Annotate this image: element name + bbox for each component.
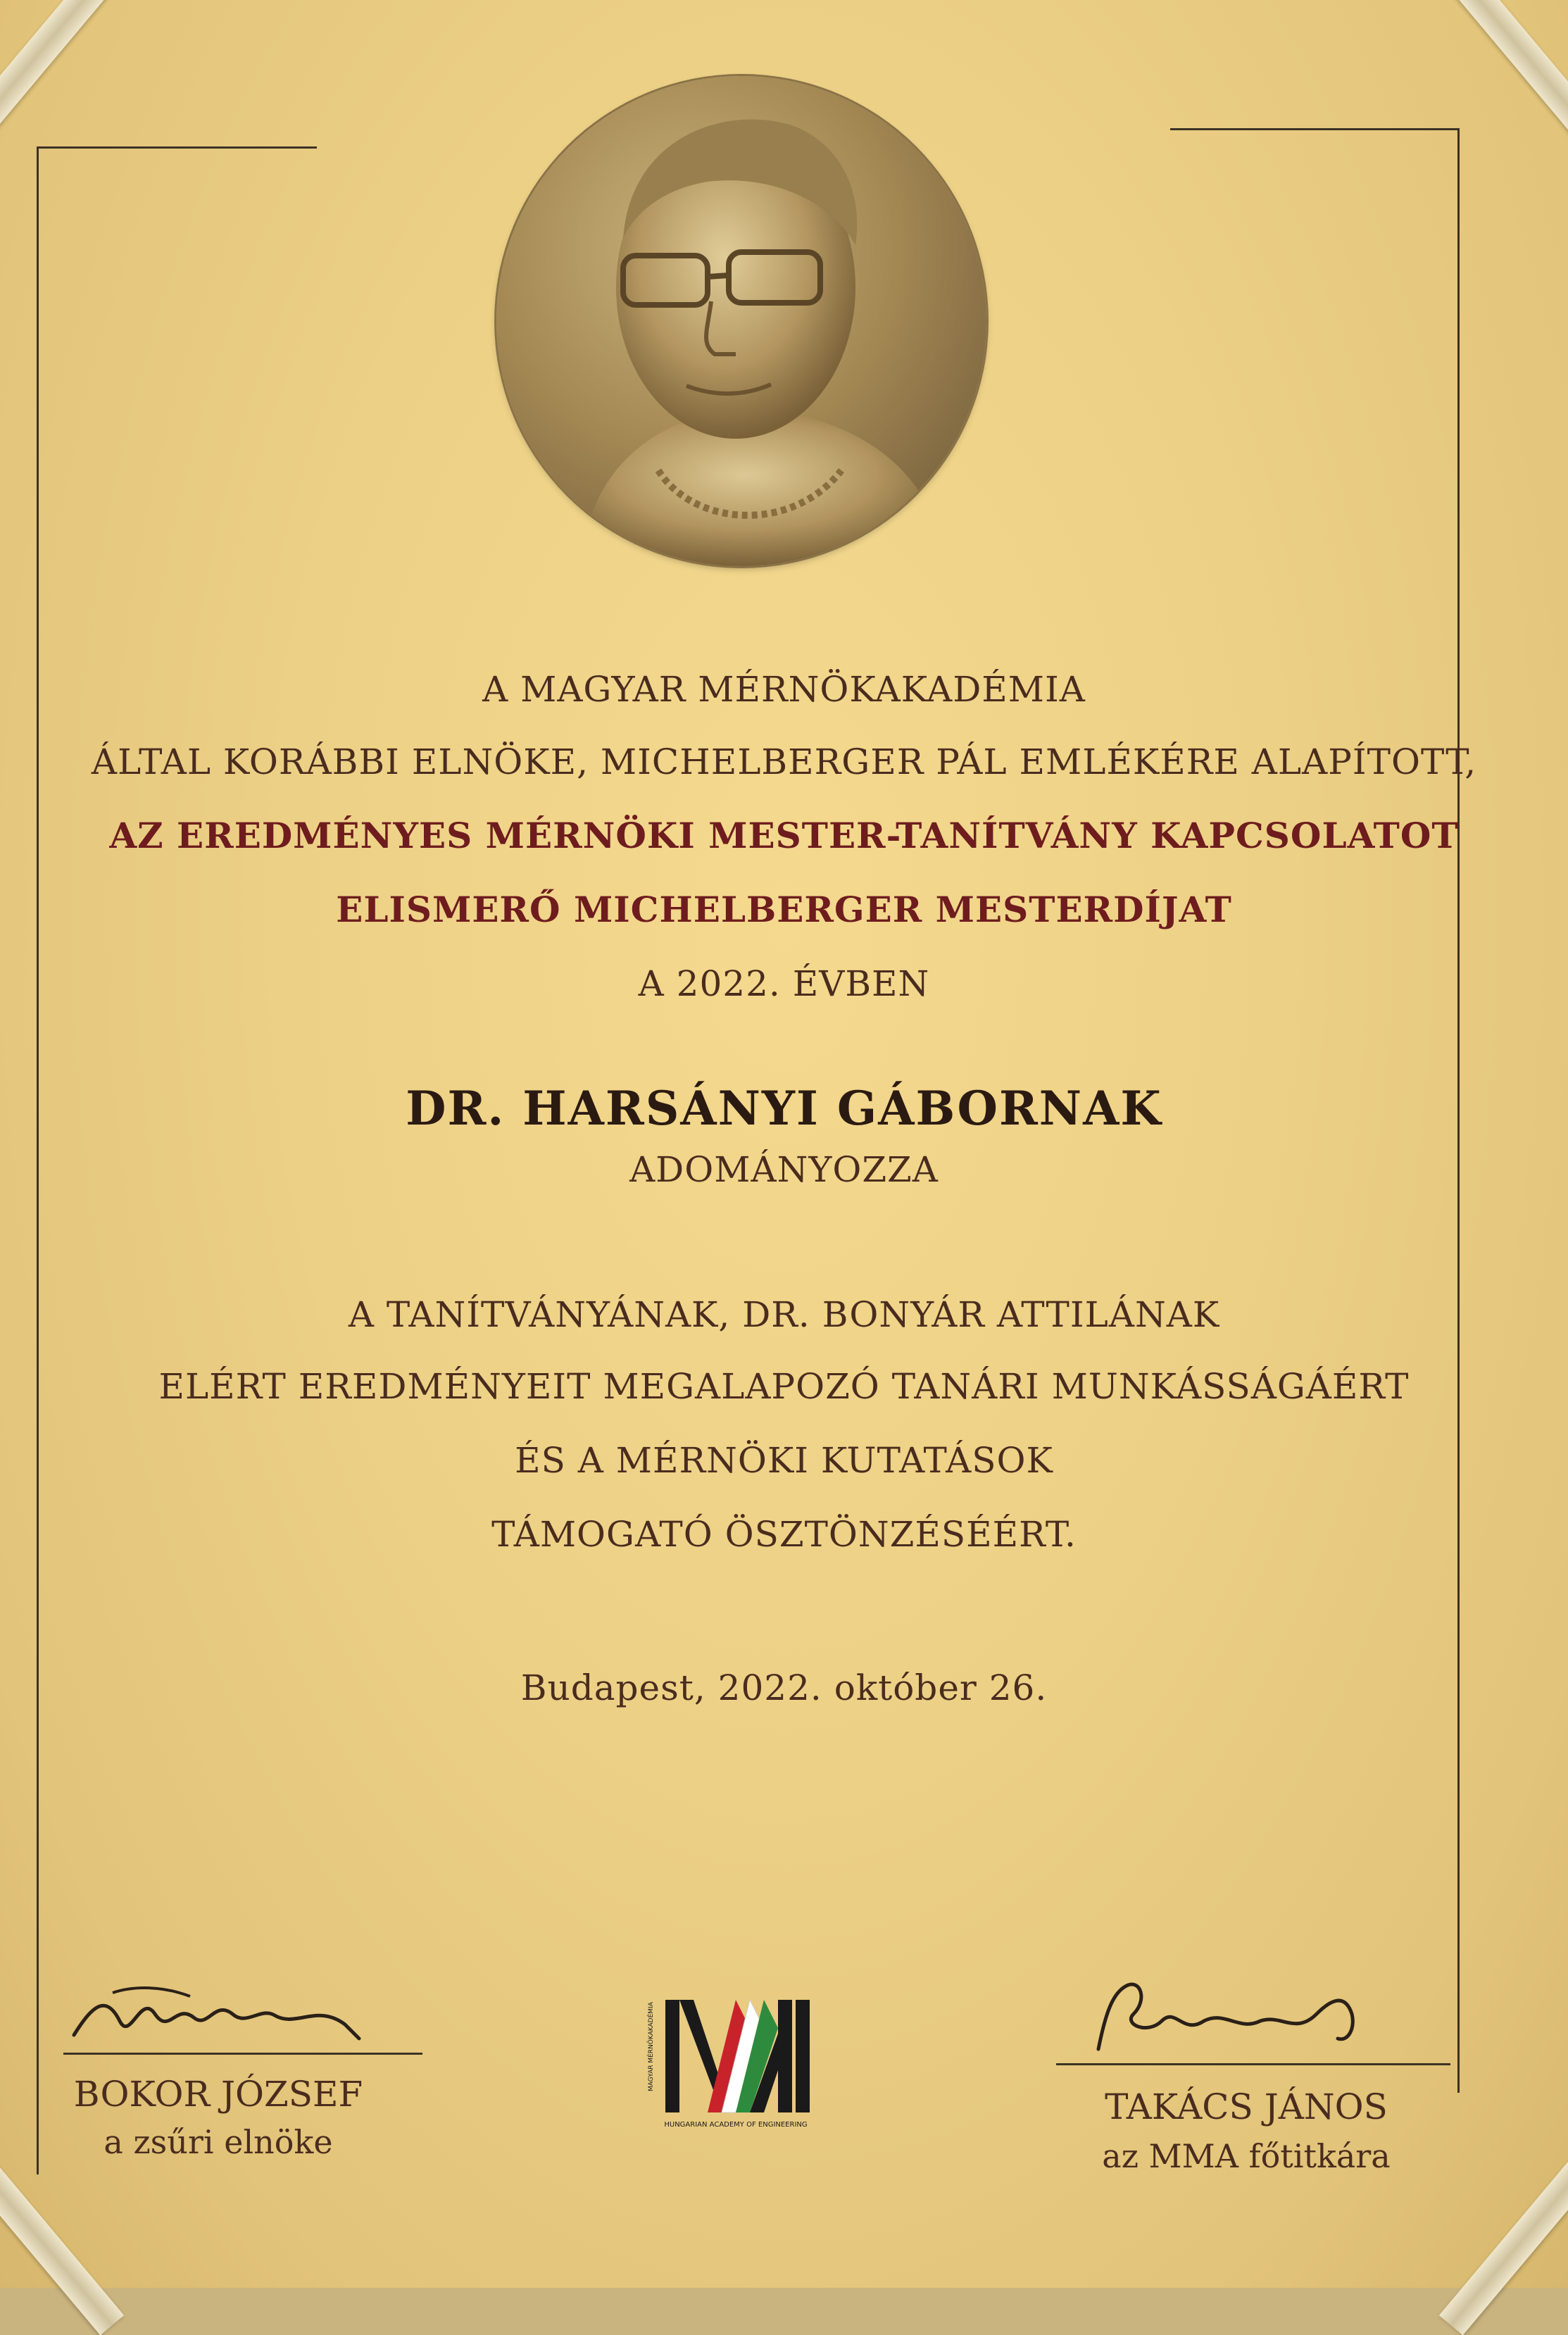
reason-line-4: TÁMOGATÓ ÖSZTÖNZÉSÉÉRT. [491, 1514, 1077, 1555]
signatory-left-role: a zsűri elnöke [104, 2123, 333, 2161]
year-line: A 2022. ÉVBEN [638, 963, 930, 1004]
place-date: Budapest, 2022. október 26. [520, 1667, 1048, 1708]
mma-logo [637, 1986, 834, 2134]
ribbon-top-left [0, 0, 124, 159]
recipient-name: DR. HARSÁNYI GÁBORNAK [406, 1081, 1162, 1136]
ribbon-bottom-left [0, 2132, 124, 2335]
reason-line-1: A TANÍTVÁNYÁNAK, DR. BONYÁR ATTILÁNAK [348, 1294, 1220, 1335]
reason-line-3: ÉS A MÉRNÖKI KUTATÁSOK [515, 1440, 1053, 1481]
signatory-right-role: az MMA főtitkára [1102, 2137, 1391, 2175]
heading-line-1: A MAGYAR MÉRNÖKAKADÉMIA [482, 669, 1086, 710]
frame-top-left [37, 146, 317, 149]
signatory-left-name: BOKOR JÓZSEF [73, 2074, 363, 2115]
heading-line-2: ÁLTAL KORÁBBI ELNÖKE, MICHELBERGER PÁL EMLÉKÉRE ALAPÍTOTT, [91, 741, 1477, 782]
frame-top-right [1170, 128, 1459, 130]
signature-line-left [63, 2053, 422, 2055]
verb-line: ADOMÁNYOZZA [629, 1149, 939, 1190]
portrait-medal [496, 76, 986, 566]
signatory-right-name: TAKÁCS JÁNOS [1105, 2086, 1388, 2127]
svg-text:MAGYAR MÉRNÖKAKADÉMIA: MAGYAR MÉRNÖKAKADÉMIA [648, 2002, 655, 2091]
signature-left [63, 1965, 373, 2056]
svg-text:HUNGARIAN ACADEMY OF ENGINEERI: HUNGARIAN ACADEMY OF ENGINEERING [664, 2121, 808, 2129]
signature-line-right [1056, 2063, 1450, 2065]
award-line-1: AZ EREDMÉNYES MÉRNÖKI MESTER-TANÍTVÁNY KAPCSOLATOT [109, 815, 1459, 856]
signature-right [1084, 1972, 1380, 2063]
reason-line-2: ELÉRT EREDMÉNYEIT MEGALAPOZÓ TANÁRI MUNKÁSSÁGÁÉRT [158, 1366, 1410, 1407]
award-line-2: ELISMERŐ MICHELBERGER MESTERDÍJAT [336, 889, 1232, 930]
ribbon-bottom-right [1439, 2132, 1568, 2335]
